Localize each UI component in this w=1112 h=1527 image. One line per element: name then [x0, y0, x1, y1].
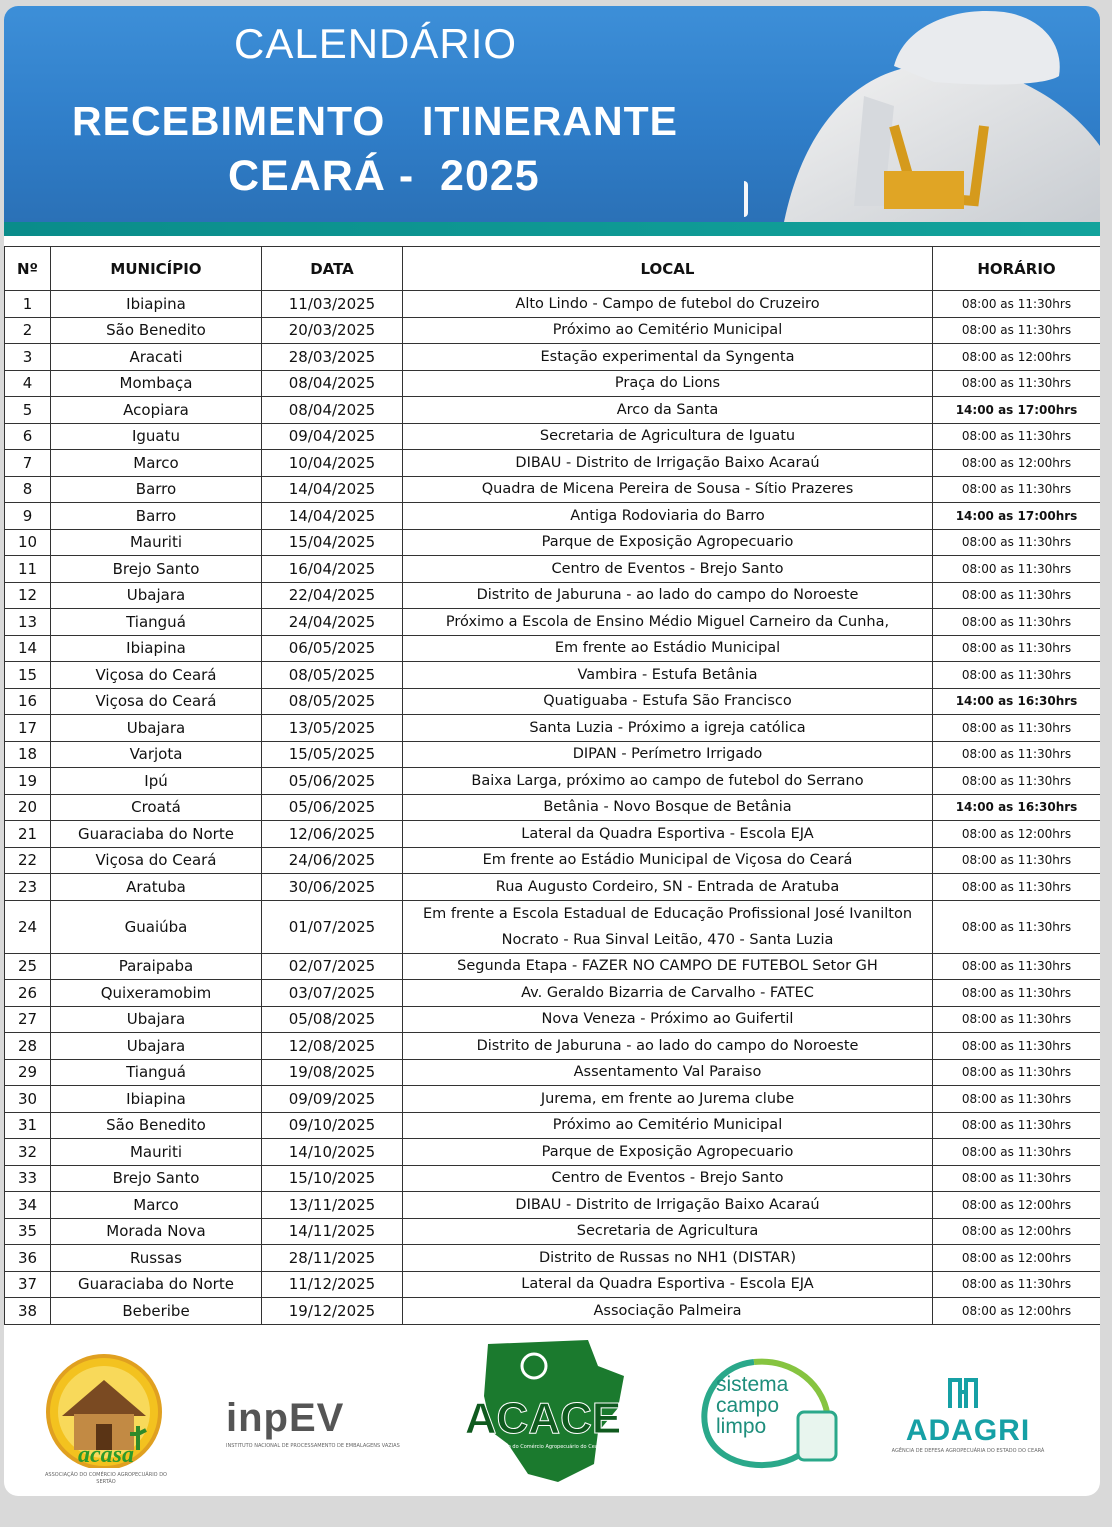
row-horario: 08:00 as 11:30hrs — [933, 847, 1101, 874]
row-data: 14/11/2025 — [262, 1218, 403, 1245]
table-row — [5, 476, 1101, 503]
row-municipio: Mombaça — [51, 370, 262, 397]
table-row — [5, 1006, 1101, 1033]
row-number: 35 — [5, 1218, 51, 1245]
table-row — [5, 397, 1101, 424]
row-number: 20 — [5, 794, 51, 821]
row-data: 22/04/2025 — [262, 582, 403, 609]
row-local: Em frente a Escola Estadual de Educação Profissional José Ivanilton Nocrato - Rua Sinval Leitão, 470 - Santa Luzia — [403, 900, 933, 953]
row-local: Arco da Santa — [403, 397, 933, 424]
acasa-wordmark: acasa — [78, 1442, 134, 1468]
row-number: 10 — [5, 529, 51, 556]
row-data: 09/10/2025 — [262, 1112, 403, 1139]
table-row — [5, 1218, 1101, 1245]
table-row — [5, 847, 1101, 874]
row-local: Distrito de Jaburuna - ao lado do campo do Noroeste — [403, 582, 933, 609]
row-horario: 14:00 as 16:30hrs — [933, 688, 1101, 715]
header-data: DATA — [262, 247, 403, 291]
row-horario: 14:00 as 17:00hrs — [933, 397, 1101, 424]
row-local: Secretaria de Agricultura — [403, 1218, 933, 1245]
row-data: 14/10/2025 — [262, 1139, 403, 1166]
row-municipio: São Benedito — [51, 1112, 262, 1139]
table-row — [5, 794, 1101, 821]
inpev-logo — [226, 1396, 406, 1456]
table-header-row — [5, 247, 1101, 291]
adagri-logo — [888, 1374, 1048, 1464]
row-horario: 08:00 as 11:30hrs — [933, 953, 1101, 980]
row-local: Distrito de Russas no NH1 (DISTAR) — [403, 1245, 933, 1272]
row-data: 08/04/2025 — [262, 370, 403, 397]
row-municipio: Iguatu — [51, 423, 262, 450]
table-row — [5, 1059, 1101, 1086]
row-municipio: Viçosa do Ceará — [51, 847, 262, 874]
acasa-subtitle: ASSOCIAÇÃO DO COMÉRCIO AGROPECUÁRIO DO SERTÃO — [45, 1472, 167, 1485]
row-municipio: Barro — [51, 503, 262, 530]
row-local: Centro de Eventos - Brejo Santo — [403, 1165, 933, 1192]
row-horario: 08:00 as 12:00hrs — [933, 1192, 1101, 1219]
row-data: 14/04/2025 — [262, 503, 403, 530]
table-row — [5, 1086, 1101, 1113]
row-horario: 08:00 as 12:00hrs — [933, 821, 1101, 848]
row-municipio: Guaiúba — [51, 900, 262, 953]
inpev-subtitle: INSTITUTO NACIONAL DE PROCESSAMENTO DE EMBALAGENS VAZIAS — [226, 1443, 400, 1449]
row-number: 22 — [5, 847, 51, 874]
row-municipio: Ubajara — [51, 1006, 262, 1033]
row-data: 24/06/2025 — [262, 847, 403, 874]
row-local: Próximo ao Cemitério Municipal — [403, 1112, 933, 1139]
row-data: 03/07/2025 — [262, 980, 403, 1007]
row-number: 21 — [5, 821, 51, 848]
row-data: 19/12/2025 — [262, 1298, 403, 1325]
row-data: 13/11/2025 — [262, 1192, 403, 1219]
row-number: 14 — [5, 635, 51, 662]
row-horario: 08:00 as 11:30hrs — [933, 980, 1101, 1007]
row-municipio: Aratuba — [51, 874, 262, 901]
row-data: 06/05/2025 — [262, 635, 403, 662]
campo-limpo-logo — [694, 1356, 844, 1476]
row-number: 13 — [5, 609, 51, 636]
row-data: 12/06/2025 — [262, 821, 403, 848]
row-horario: 08:00 as 11:30hrs — [933, 1139, 1101, 1166]
row-local: Distrito de Jaburuna - ao lado do campo do Noroeste — [403, 1033, 933, 1060]
row-municipio: Ubajara — [51, 715, 262, 742]
banner-stripe — [4, 222, 1100, 236]
calendar-sheet — [4, 6, 1100, 1496]
row-data: 20/03/2025 — [262, 317, 403, 344]
row-data: 28/03/2025 — [262, 344, 403, 371]
row-data: 24/04/2025 — [262, 609, 403, 636]
row-municipio: Ubajara — [51, 1033, 262, 1060]
table-row — [5, 768, 1101, 795]
acace-wordmark: ACACE — [464, 1394, 622, 1443]
row-horario: 08:00 as 11:30hrs — [933, 476, 1101, 503]
row-number: 1 — [5, 291, 51, 318]
row-number: 36 — [5, 1245, 51, 1272]
table-row — [5, 821, 1101, 848]
row-data: 13/05/2025 — [262, 715, 403, 742]
row-horario: 08:00 as 11:30hrs — [933, 1086, 1101, 1113]
row-number: 7 — [5, 450, 51, 477]
row-municipio: Viçosa do Ceará — [51, 662, 262, 689]
row-local: Parque de Exposição Agropecuario — [403, 529, 933, 556]
row-horario: 08:00 as 11:30hrs — [933, 370, 1101, 397]
header-number: Nº — [5, 247, 51, 291]
row-municipio: Tianguá — [51, 1059, 262, 1086]
campo-limpo-word-3: limpo — [716, 1415, 767, 1438]
row-municipio: Acopiara — [51, 397, 262, 424]
header-local: LOCAL — [403, 247, 933, 291]
table-row — [5, 1192, 1101, 1219]
table-row — [5, 953, 1101, 980]
row-data: 10/04/2025 — [262, 450, 403, 477]
row-municipio: Mauriti — [51, 529, 262, 556]
row-data: 15/10/2025 — [262, 1165, 403, 1192]
row-horario: 08:00 as 12:00hrs — [933, 1245, 1101, 1272]
row-data: 15/05/2025 — [262, 741, 403, 768]
row-local: Próximo a Escola de Ensino Médio Miguel Carneiro da Cunha, — [403, 609, 933, 636]
row-data: 11/12/2025 — [262, 1271, 403, 1298]
row-number: 30 — [5, 1086, 51, 1113]
table-row — [5, 291, 1101, 318]
row-municipio: Ibiapina — [51, 291, 262, 318]
table-row — [5, 980, 1101, 1007]
row-municipio: Brejo Santo — [51, 556, 262, 583]
row-horario: 14:00 as 17:00hrs — [933, 503, 1101, 530]
row-number: 4 — [5, 370, 51, 397]
row-local: Av. Geraldo Bizarria de Carvalho - FATEC — [403, 980, 933, 1007]
row-number: 9 — [5, 503, 51, 530]
row-horario: 08:00 as 12:00hrs — [933, 450, 1101, 477]
row-horario: 08:00 as 11:30hrs — [933, 582, 1101, 609]
row-number: 18 — [5, 741, 51, 768]
table-row — [5, 423, 1101, 450]
row-number: 34 — [5, 1192, 51, 1219]
table-row — [5, 609, 1101, 636]
row-data: 11/03/2025 — [262, 291, 403, 318]
row-local: Secretaria de Agricultura de Iguatu — [403, 423, 933, 450]
row-data: 02/07/2025 — [262, 953, 403, 980]
row-data: 16/04/2025 — [262, 556, 403, 583]
campo-limpo-word-1: sistema — [716, 1373, 789, 1396]
row-number: 8 — [5, 476, 51, 503]
row-municipio: Quixeramobim — [51, 980, 262, 1007]
adagri-emblem-icon — [888, 1374, 1048, 1410]
row-local: Próximo ao Cemitério Municipal — [403, 317, 933, 344]
campo-limpo-word-2: campo — [716, 1394, 780, 1417]
row-municipio: Ipú — [51, 768, 262, 795]
table-row — [5, 662, 1101, 689]
row-local: Quadra de Micena Pereira de Sousa - Sítio Prazeres — [403, 476, 933, 503]
row-municipio: Guaraciaba do Norte — [51, 1271, 262, 1298]
header-municipio: MUNICÍPIO — [51, 247, 262, 291]
row-local: Assentamento Val Paraiso — [403, 1059, 933, 1086]
row-municipio: Marco — [51, 1192, 262, 1219]
table-row — [5, 1271, 1101, 1298]
table-row — [5, 900, 1101, 953]
row-local: Estação experimental da Syngenta — [403, 344, 933, 371]
row-data: 01/07/2025 — [262, 900, 403, 953]
table-row — [5, 503, 1101, 530]
row-number: 17 — [5, 715, 51, 742]
table-row — [5, 1165, 1101, 1192]
row-municipio: Ubajara — [51, 582, 262, 609]
row-horario: 08:00 as 11:30hrs — [933, 317, 1101, 344]
row-number: 15 — [5, 662, 51, 689]
row-local: Quatiguaba - Estufa São Francisco — [403, 688, 933, 715]
acace-logo — [448, 1336, 638, 1486]
row-horario: 14:00 as 16:30hrs — [933, 794, 1101, 821]
row-local: DIBAU - Distrito de Irrigação Baixo Acaraú — [403, 1192, 933, 1219]
row-local: Antiga Rodoviaria do Barro — [403, 503, 933, 530]
row-local: Centro de Eventos - Brejo Santo — [403, 556, 933, 583]
header-horario: HORÁRIO — [933, 247, 1101, 291]
row-horario: 08:00 as 11:30hrs — [933, 741, 1101, 768]
table-row — [5, 715, 1101, 742]
row-number: 6 — [5, 423, 51, 450]
row-horario: 08:00 as 11:30hrs — [933, 1059, 1101, 1086]
row-horario: 08:00 as 12:00hrs — [933, 344, 1101, 371]
row-horario: 08:00 as 12:00hrs — [933, 1298, 1101, 1325]
row-number: 29 — [5, 1059, 51, 1086]
header-banner — [4, 6, 1100, 236]
row-data: 09/04/2025 — [262, 423, 403, 450]
banner-title-calendario: CALENDÁRIO — [234, 20, 518, 67]
row-municipio: Paraipaba — [51, 953, 262, 980]
row-data: 12/08/2025 — [262, 1033, 403, 1060]
row-municipio: Marco — [51, 450, 262, 477]
row-number: 27 — [5, 1006, 51, 1033]
row-number: 24 — [5, 900, 51, 953]
row-municipio: Ibiapina — [51, 1086, 262, 1113]
row-number: 2 — [5, 317, 51, 344]
row-number: 28 — [5, 1033, 51, 1060]
row-number: 38 — [5, 1298, 51, 1325]
row-local: Betânia - Novo Bosque de Betânia — [403, 794, 933, 821]
row-number: 26 — [5, 980, 51, 1007]
table-row — [5, 344, 1101, 371]
row-local: Praça do Lions — [403, 370, 933, 397]
table-row — [5, 874, 1101, 901]
schedule-table — [4, 246, 1100, 1325]
row-horario: 08:00 as 11:30hrs — [933, 1112, 1101, 1139]
row-municipio: Russas — [51, 1245, 262, 1272]
row-data: 08/05/2025 — [262, 688, 403, 715]
row-municipio: Tianguá — [51, 609, 262, 636]
row-local: DIPAN - Perímetro Irrigado — [403, 741, 933, 768]
row-data: 08/05/2025 — [262, 662, 403, 689]
row-local: Alto Lindo - Campo de futebol do Cruzeiro — [403, 291, 933, 318]
row-horario: 08:00 as 11:30hrs — [933, 768, 1101, 795]
table-row — [5, 741, 1101, 768]
table-row — [5, 582, 1101, 609]
row-horario: 08:00 as 11:30hrs — [933, 662, 1101, 689]
row-local: Rua Augusto Cordeiro, SN - Entrada de Aratuba — [403, 874, 933, 901]
row-municipio: Mauriti — [51, 1139, 262, 1166]
row-municipio: Varjota — [51, 741, 262, 768]
row-data: 08/04/2025 — [262, 397, 403, 424]
adagri-wordmark: ADAGRI — [905, 1414, 1031, 1447]
row-municipio: Morada Nova — [51, 1218, 262, 1245]
banner-title-recebimento: RECEBIMENTO ITINERANTE — [72, 98, 678, 144]
row-municipio: Brejo Santo — [51, 1165, 262, 1192]
row-data: 09/09/2025 — [262, 1086, 403, 1113]
row-local: Lateral da Quadra Esportiva - Escola EJA — [403, 821, 933, 848]
acace-subtitle: Associação do Comércio Agropecuário do Ceará — [483, 1444, 603, 1450]
row-horario: 08:00 as 11:30hrs — [933, 291, 1101, 318]
row-data: 05/06/2025 — [262, 768, 403, 795]
row-number: 31 — [5, 1112, 51, 1139]
adagri-subtitle: AGÊNCIA DE DEFESA AGROPECUÁRIA DO ESTADO DO CEARÁ — [891, 1448, 1045, 1454]
banner-title-ceara-2025: CEARÁ - 2025 — [228, 152, 540, 200]
row-horario: 08:00 as 11:30hrs — [933, 609, 1101, 636]
inpev-wordmark: inpEV — [226, 1396, 345, 1440]
row-number: 25 — [5, 953, 51, 980]
row-data: 05/06/2025 — [262, 794, 403, 821]
row-horario: 08:00 as 12:00hrs — [933, 1218, 1101, 1245]
row-local: Santa Luzia - Próximo a igreja católica — [403, 715, 933, 742]
table-row — [5, 1245, 1101, 1272]
row-local: Parque de Exposição Agropecuario — [403, 1139, 933, 1166]
acasa-logo — [26, 1350, 186, 1490]
row-horario: 08:00 as 11:30hrs — [933, 874, 1101, 901]
row-number: 12 — [5, 582, 51, 609]
row-horario: 08:00 as 11:30hrs — [933, 556, 1101, 583]
table-row — [5, 556, 1101, 583]
row-municipio: Guaraciaba do Norte — [51, 821, 262, 848]
row-municipio: Beberibe — [51, 1298, 262, 1325]
table-row — [5, 370, 1101, 397]
row-number: 33 — [5, 1165, 51, 1192]
row-data: 15/04/2025 — [262, 529, 403, 556]
table-row — [5, 635, 1101, 662]
row-municipio: Aracati — [51, 344, 262, 371]
row-municipio: Ibiapina — [51, 635, 262, 662]
row-horario: 08:00 as 11:30hrs — [933, 635, 1101, 662]
row-number: 5 — [5, 397, 51, 424]
row-horario: 08:00 as 11:30hrs — [933, 423, 1101, 450]
table-row — [5, 688, 1101, 715]
row-data: 05/08/2025 — [262, 1006, 403, 1033]
row-data: 28/11/2025 — [262, 1245, 403, 1272]
row-local: DIBAU - Distrito de Irrigação Baixo Acaraú — [403, 450, 933, 477]
row-local: Baixa Larga, próximo ao campo de futebol do Serrano — [403, 768, 933, 795]
worker-photo — [744, 6, 1100, 222]
row-horario: 08:00 as 11:30hrs — [933, 715, 1101, 742]
table-row — [5, 1033, 1101, 1060]
row-local: Em frente ao Estádio Municipal — [403, 635, 933, 662]
row-data: 14/04/2025 — [262, 476, 403, 503]
row-horario: 08:00 as 11:30hrs — [933, 529, 1101, 556]
table-body — [5, 291, 1101, 1325]
table-row — [5, 450, 1101, 477]
row-municipio: Viçosa do Ceará — [51, 688, 262, 715]
row-local: Em frente ao Estádio Municipal de Viçosa do Ceará — [403, 847, 933, 874]
row-local: Jurema, em frente ao Jurema clube — [403, 1086, 933, 1113]
row-data: 19/08/2025 — [262, 1059, 403, 1086]
row-municipio: São Benedito — [51, 317, 262, 344]
row-horario: 08:00 as 11:30hrs — [933, 1033, 1101, 1060]
row-data: 30/06/2025 — [262, 874, 403, 901]
row-horario: 08:00 as 11:30hrs — [933, 1271, 1101, 1298]
table-row — [5, 1112, 1101, 1139]
row-local: Vambira - Estufa Betânia — [403, 662, 933, 689]
row-horario: 08:00 as 11:30hrs — [933, 1006, 1101, 1033]
row-municipio: Croatá — [51, 794, 262, 821]
row-local: Nova Veneza - Próximo ao Guifertil — [403, 1006, 933, 1033]
table-row — [5, 317, 1101, 344]
row-local: Segunda Etapa - FAZER NO CAMPO DE FUTEBOL Setor GH — [403, 953, 933, 980]
row-number: 3 — [5, 344, 51, 371]
row-horario: 08:00 as 11:30hrs — [933, 1165, 1101, 1192]
row-number: 23 — [5, 874, 51, 901]
row-local: Associação Palmeira — [403, 1298, 933, 1325]
row-number: 19 — [5, 768, 51, 795]
row-municipio: Barro — [51, 476, 262, 503]
row-number: 32 — [5, 1139, 51, 1166]
table-row — [5, 1139, 1101, 1166]
row-number: 11 — [5, 556, 51, 583]
sponsor-logos — [4, 1326, 1100, 1496]
row-local: Lateral da Quadra Esportiva - Escola EJA — [403, 1271, 933, 1298]
row-number: 16 — [5, 688, 51, 715]
table-row — [5, 1298, 1101, 1325]
table-row — [5, 529, 1101, 556]
row-number: 37 — [5, 1271, 51, 1298]
row-horario: 08:00 as 11:30hrs — [933, 900, 1101, 953]
